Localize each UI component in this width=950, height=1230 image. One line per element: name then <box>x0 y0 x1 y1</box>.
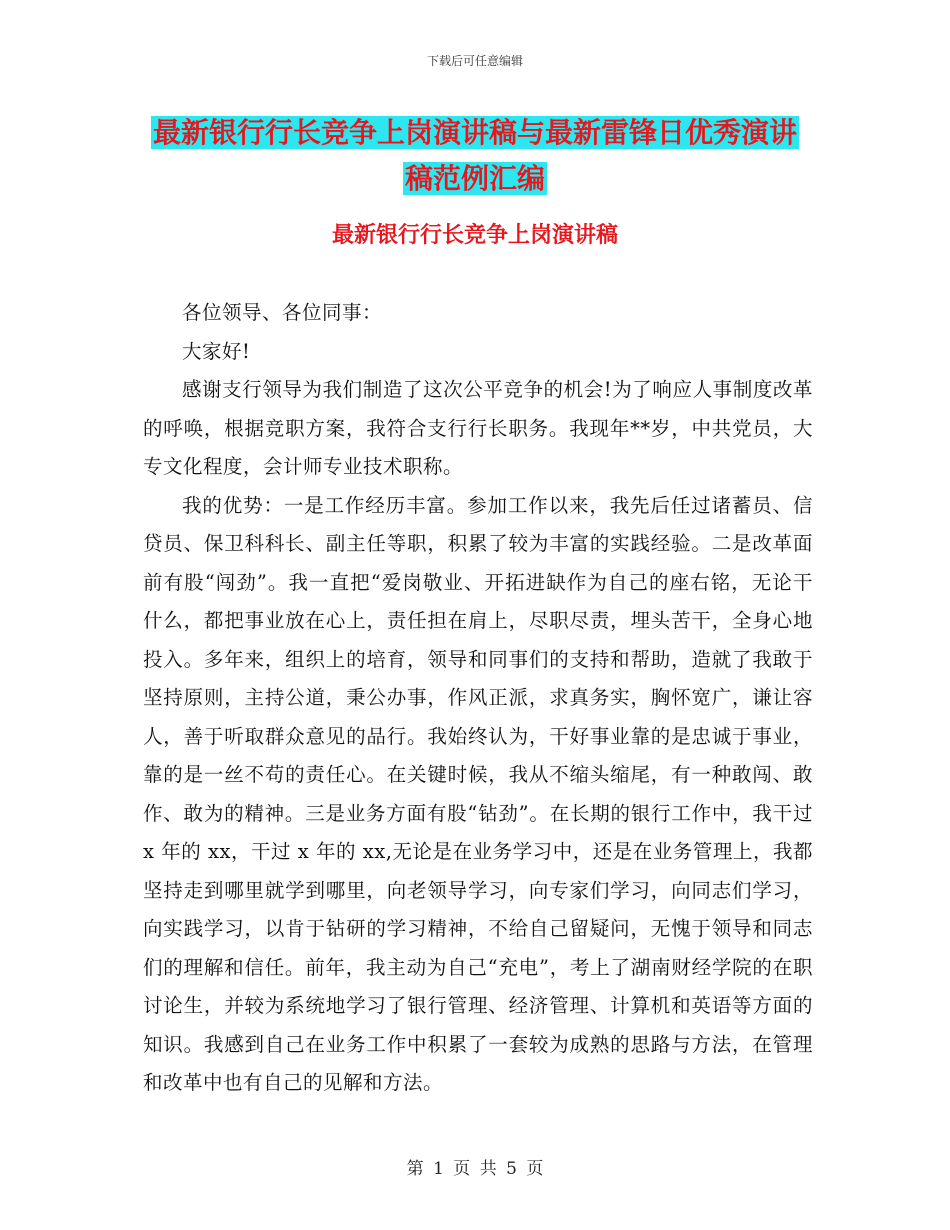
document-title <box>0 110 950 202</box>
document-body <box>143 294 813 1103</box>
paragraph-greeting: 大家好! <box>182 339 251 363</box>
section-title: 最新银行行长竞争上岗演讲稿 <box>331 223 618 248</box>
document-title-line-2: 稿范例汇编 <box>404 162 545 195</box>
download-note: 下载后可任意编辑 <box>426 54 523 68</box>
document-title-line-1: 最新银行行长竞争上岗演讲稿与最新雷锋日优秀演讲 <box>152 116 797 149</box>
paragraph-introduction: 感谢支行领导为我们制造了这次公平竞争的机会!为了响应人事制度改革的呼唤，根据竞职方案，我符合支行行长职务。我现年**岁，中共党员，大专文化程度，会计师专业技术职称。 <box>143 378 813 478</box>
page-number: 第 1 页 共 5 页 <box>406 1159 544 1179</box>
paragraph-advantages: 我的优势：一是工作经历丰富。参加工作以来，我先后任过诸蓄员、信贷员、保卫科科长、副主任等职，积累了较为丰富的实践经验。二是改革面前有股“闯劲”。我一直把“爱岗敬业、开拓进缺作为自己的座右铭，无论干什么，都把事业放在心上，责任担在肩上，尽职尽责，埋头苦干，全身心地投入。多年来，组织上的培育，领导和同事们的支持和帮助，造就了我敢于坚持原则，主持公道，秉公办事，作风正派，求真务实，胸怀宽广，谦让容人，善于听取群众意见的品行。我始终认为，干好事业靠的是忠诚于事业，靠的是一丝不苟的责任心。在关键时候，我从不缩头缩尾，有一种敢闯、敢作、敢为的精神。三是业务方面有股“钻劲”。在长期的银行工作中，我干过 x 年的 xx，干过 x 年的 xx,无论是在业务学习中，还是在业务管理上，我都坚持走到哪里就学到哪里，向老领导学习，向专家们学习，向同志们学习，向实践学习，以肯于钻研的学习精神，不给自己留疑问，无愧于领导和同志们的理解和信任。前年，我主动为自己“充电”，考上了湖南财经学院的在职讨论生，并较为系统地学习了银行管理、经济管理、计算机和英语等方面的知识。我感到自己在业务工作中积累了一套较为成熟的思路与方法，在管理和改革中也有自己的见解和方法。 <box>143 493 813 1094</box>
paragraph-salutation: 各位领导、各位同事： <box>182 301 383 324</box>
